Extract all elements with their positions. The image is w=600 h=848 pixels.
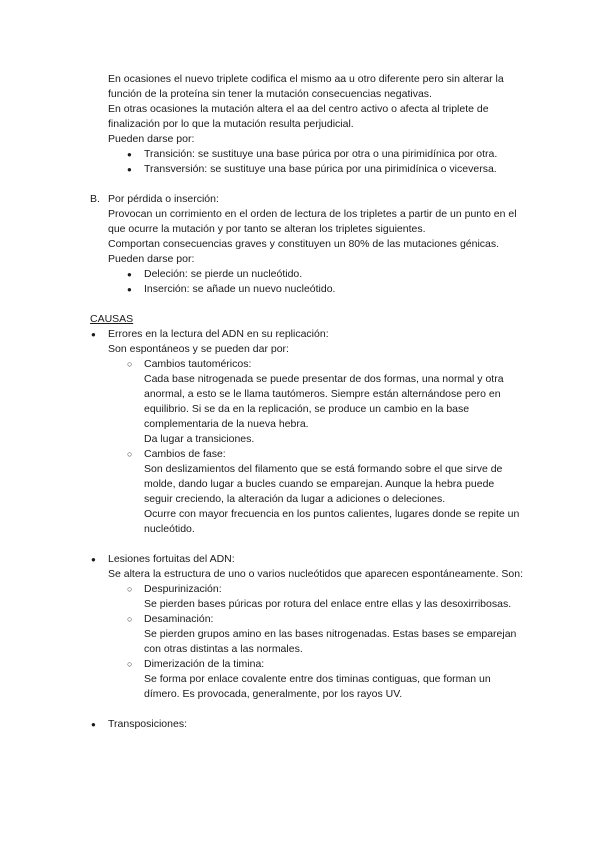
circle-bullet-icon: ○ xyxy=(127,359,133,369)
intro-paragraph-1: En ocasiones el nuevo triplete codifica el mismo aa u otro diferente pero sin alterar la función de la proteína sin tener la mutación consecuencias negativas. xyxy=(108,73,504,100)
sub-item-title: ○ Despurinización: xyxy=(127,583,222,595)
sub-item-text: Son deslizamientos del filamento que se está formando sobre el que sirve de molde, dando lugar a bucles cuando se emparejan. Aunque la hebra puede seguir creciendo, la alteración da lugar a adiciones o deleciones. xyxy=(144,463,503,505)
section-b-paragraph-1: Provocan un corrimiento en el orden de lectura de los tripletes a partir de un punto en el que ocurre la mutación y por tanto se alteran los tripletes siguientes. xyxy=(108,208,517,235)
bullet-icon: ● xyxy=(91,330,96,339)
circle-bullet-icon: ○ xyxy=(127,584,133,594)
sub-item-title: ○ Dimerización de la timina: xyxy=(127,658,265,670)
section-b-heading: B. Por pérdida o inserción: xyxy=(90,193,219,205)
section-b-paragraph-3: Pueden darse por: xyxy=(108,253,195,265)
intro-paragraph-2: En otras ocasiones la mutación altera el aa del centro activo o afecta al triplete de finalización por lo que la mutación resulta perjudicial. xyxy=(108,103,489,130)
sub-item-text: Se pierden grupos amino en las bases nitrogenadas. Estas bases se emparejan con otras distintas a las normales. xyxy=(144,628,517,655)
sub-item-text: Se pierden bases púricas por rotura del enlace entre ellas y las desoxirribosas. xyxy=(144,598,512,610)
sub-item-text: Se forma por enlace covalente entre dos timinas contiguas, que forman un dímero. Es provocada, generalmente, por los rayos UV. xyxy=(144,673,491,700)
intro-paragraph-3: Pueden darse por: xyxy=(108,133,195,145)
cause-item-3-title: ● Transposiciones: xyxy=(91,718,187,730)
list-item: ● Inserción: se añade un nuevo nucleótido. xyxy=(127,283,336,295)
cause-item-2-title: ● Lesiones fortuitas del ADN: xyxy=(91,553,235,565)
sub-item-title: ○ Cambios tautoméricos: xyxy=(127,358,252,370)
bullet-icon: ● xyxy=(91,720,96,729)
bullet-icon: ● xyxy=(91,555,96,564)
section-b-paragraph-2: Comportan consecuencias graves y constituyen un 80% de las mutaciones génicas. xyxy=(108,238,500,250)
sub-item-title: ○ Desaminación: xyxy=(127,613,214,625)
circle-bullet-icon: ○ xyxy=(127,614,133,624)
circle-bullet-icon: ○ xyxy=(127,449,133,459)
sub-item-text: Da lugar a transiciones. xyxy=(144,433,255,445)
causas-heading: CAUSAS xyxy=(90,313,134,325)
bullet-icon: ● xyxy=(127,285,132,294)
cause-item-1-title: ● Errores en la lectura del ADN en su replicación: xyxy=(91,328,329,340)
document-page xyxy=(0,72,600,732)
cause-item-2-text: Se altera la estructura de uno o varios nucleótidos que aparecen espontáneamente. Son: xyxy=(108,568,524,580)
list-item: ● Transición: se sustituye una base púrica por otra o una pirimidínica por otra. xyxy=(127,148,498,160)
bullet-icon: ● xyxy=(127,165,132,174)
circle-bullet-icon: ○ xyxy=(127,659,133,669)
sub-item-title: ○ Cambios de fase: xyxy=(127,448,226,460)
sub-item-text: Cada base nitrogenada se puede presentar de dos formas, una normal y otra anormal, a esto se le llama tautómeros. Siempre están alternándose pero en equilibrio. Si se da en la replicación, se produce un cambio en la base complementaria de la nueva hebra. xyxy=(144,373,504,430)
bullet-icon: ● xyxy=(127,150,132,159)
sub-item-text: Ocurre con mayor frecuencia en los puntos calientes, lugares donde se repite un nucleótido. xyxy=(144,508,520,535)
bullet-icon: ● xyxy=(127,270,132,279)
cause-item-1-text: Son espontáneos y se pueden dar por: xyxy=(108,343,289,355)
list-item: ● Deleción: se pierde un nucleótido. xyxy=(127,268,303,280)
list-item: ● Transversión: se sustituye una base púrica por una pirimidínica o viceversa. xyxy=(127,163,497,175)
